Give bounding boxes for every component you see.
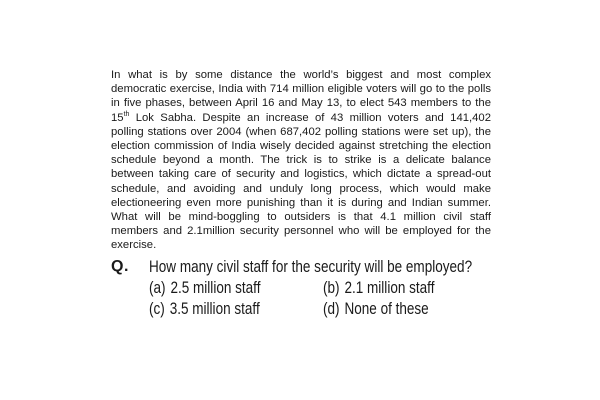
option-c-text: 3.5 million staff	[169, 300, 260, 318]
option-a	[149, 279, 260, 298]
option-a-label: (a)	[149, 279, 166, 297]
option-b	[323, 279, 434, 298]
passage-part-1: In what is by some distance the world’s biggest and most complex democratic exercise, India with 714 million eligible voters will go to the polls in five phases, between April 16 and May 13, to elect 543 members to the 15	[111, 69, 491, 124]
question-text: How many civil staff for the security will be employed?	[149, 258, 473, 276]
passage-part-2: Lok Sabha. Despite an increase of 43 million voters and 141,402 polling stations over 2004 (when 687,402 polling stations were set up), the election commission of India wisely decided against stretching the election schedule beyond a month. The trick is to strike is a delicate balance between taking care of security and logistics, which dictate a spread-out schedule, and avoiding and unduly long process, which would make electioneering even more punishing than it is during and Indian summer. What will be mind-boggling to outsiders is that 4.1 million civil staff members and 2.1million security personnel who will be employed for the exercise.	[111, 111, 491, 252]
question-label: Q.	[111, 258, 129, 275]
passage-text	[111, 68, 491, 253]
option-b-text: 2.1 million staff	[344, 279, 435, 297]
option-d-text: None of these	[344, 300, 429, 318]
option-b-label: (b)	[323, 279, 340, 297]
option-d-label: (d)	[323, 300, 340, 318]
option-c	[149, 300, 260, 319]
option-d	[323, 300, 429, 319]
option-a-text: 2.5 million staff	[170, 279, 261, 297]
ordinal-superscript: th	[123, 110, 130, 118]
option-c-label: (c)	[149, 300, 165, 318]
